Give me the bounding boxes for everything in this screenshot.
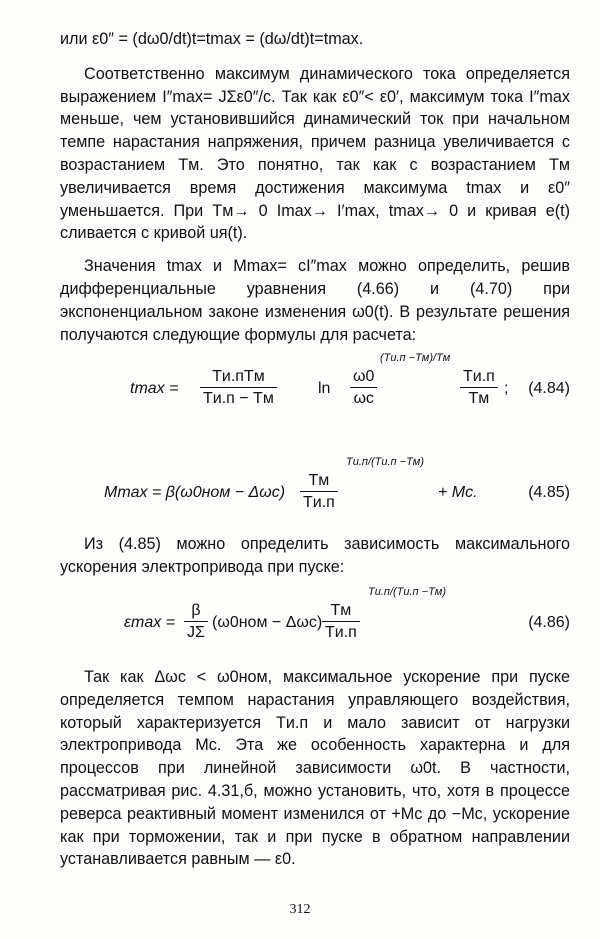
page-body-3 xyxy=(60,666,570,871)
eq3-lhs: εmax = xyxy=(124,614,176,631)
eq2-tail: + Mc. xyxy=(438,484,478,501)
top-formula-line: или ε0″ = (dω0/dt)t=tmax = (dω/dt)t=tmax. xyxy=(60,30,364,48)
eq1-lhs: tmax = xyxy=(130,380,179,397)
eq1-frac1-den: Tи.п − Tм xyxy=(203,390,274,407)
eq2-frac-num: Tм xyxy=(300,470,338,492)
eq1-frac2-num: ω0 xyxy=(350,366,377,388)
page-body xyxy=(60,28,570,346)
eq2-number: (4.85) xyxy=(528,484,570,501)
eq2-exponent: Tи.п/(Tи.п −Tм) xyxy=(346,456,425,468)
eq1-number: (4.84) xyxy=(528,380,570,397)
eq1-ln: ln xyxy=(318,380,331,397)
eq1-frac3-num: Tи.п xyxy=(460,366,498,388)
eq1-frac1 xyxy=(200,366,277,409)
eq1-tail: ; xyxy=(504,380,509,397)
page-number: 312 xyxy=(289,902,311,917)
eq1-frac3 xyxy=(460,366,498,409)
eq1-exponent: (Tи.п −Tм)/Tм xyxy=(380,352,451,364)
eq1-frac1-num: Tи.пTм xyxy=(200,366,277,388)
paragraph-2: Значения tmax и Mmax= cI″max можно определить, решив дифференциальные уравнения (4.66) и (4.70) при экспоненциальном законе изменения ω0(t). В результате решения получаются следующие формулы для расчета: xyxy=(60,257,570,344)
eq3-frac-den: Tи.п xyxy=(325,624,357,641)
eq3-frac xyxy=(322,600,360,643)
page-body-2 xyxy=(60,533,570,579)
eq3-frac1 xyxy=(184,600,208,643)
paragraph-3: Из (4.85) можно определить зависимость максимального ускорения электропривода при пуске: xyxy=(60,535,570,576)
paragraph-1: Соответственно максимум динамического тока определяется выражением I″max= JΣε0″/c. Так как ε0″< ε0′, максимум тока I″max меньше, чем установившийся динамический ток при начальном темпе нарастания напряжения, причем разница увеличивается с возрастанием Tм. Это понятно, так как с возрастанием Tм увеличивается время достижения максимума tmax и ε0″ уменьшается. При Tм→ 0 Imax→ I′max, tmax→ 0 и кривая e(t) сливается с кривой uя(t). xyxy=(60,64,570,243)
eq3-frac-num: Tм xyxy=(322,600,360,622)
eq3-mid: (ω0ном − Δωс) xyxy=(212,614,323,631)
eq3-exponent: Tи.п/(Tи.п −Tм) xyxy=(368,586,447,598)
eq1-frac2-den: ωc xyxy=(353,390,374,407)
paragraph-4: Так как Δωс < ω0ном, максимальное ускорение при пуске определяется темпом нарастания управляющего воздействия, который характеризуется Tи.п и мало зависит от нагрузки электропривода Mc. Эта же особенность характерна и для процессов при линейной зависимости ω0t. В частности, рассматривая рис. 4.31,б, можно установить, что, хотя в процессе реверса реактивный момент изменился от +Mc до −Mc, ускорение как при торможении, так и при пуске в обратном направлении устанавливается равным — ε0. xyxy=(60,668,570,869)
eq3-frac1-den: JΣ xyxy=(187,624,205,641)
eq1-frac2 xyxy=(350,366,377,409)
eq3-frac1-num: β xyxy=(184,600,208,622)
eq2-frac-den: Tи.п xyxy=(303,494,335,511)
eq1-frac3-den: Tм xyxy=(468,390,490,407)
eq2-lhs: Mmax = β(ω0ном − Δωс) xyxy=(104,484,286,501)
eq2-frac xyxy=(300,470,338,513)
eq3-number: (4.86) xyxy=(528,614,570,631)
